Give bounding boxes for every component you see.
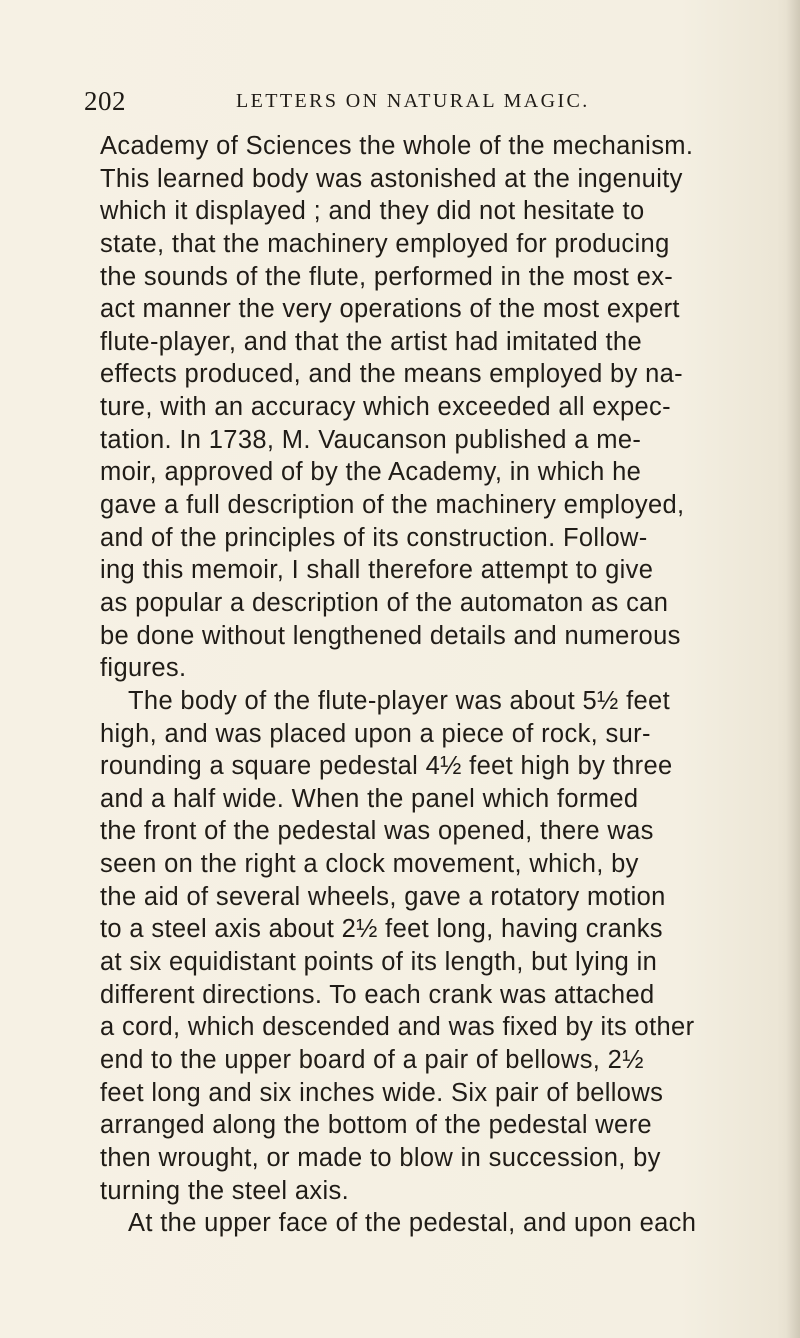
text-line: and a half wide. When the panel which formed [100,784,639,813]
text-line: the sounds of the flute, performed in the most ex- [100,262,674,291]
text-line: gave a full description of the machinery employed, [100,491,685,520]
text-line: moir, approved of by the Academy, in which he [100,458,642,487]
text-line: tation. In 1738, M. Vaucanson published a me- [100,425,642,454]
text-line: seen on the right a clock movement, which, by [100,850,639,879]
text-line: end to the upper board of a pair of bellows, 2½ [100,1045,644,1074]
text-line: flute-player, and that the artist had imitated the [100,327,642,356]
text-line: to a steel axis about 2½ feet long, having cranks [100,915,663,944]
text-line: turning the steel axis. [100,1176,350,1205]
page-number: 202 [84,86,126,116]
text-line: and of the principles of its construction. Follow- [100,523,648,552]
text-line: ing this memoir, I shall therefore attempt to give [100,556,654,585]
text-line: At the upper face of the pedestal, and upon each [128,1209,697,1238]
text-line: a cord, which descended and was fixed by its other [100,1013,695,1042]
text-line: figures. [100,654,187,683]
text-line: ture, with an accuracy which exceeded all expec- [100,393,672,422]
text-line: arranged along the bottom of the pedestal were [100,1111,652,1140]
text-line: be done without lengthened details and numerous [100,621,681,650]
text-line: as popular a description of the automaton as can [100,588,669,617]
text-line: act manner the very operations of the most expert [100,295,680,324]
text-line: at six equidistant points of its length, but lying in [100,948,658,977]
text-line: the front of the pedestal was opened, there was [100,817,654,846]
text-line: This learned body was astonished at the ingenuity [100,164,683,193]
text-line: rounding a square pedestal 4½ feet high by three [100,752,673,781]
text-line: then wrought, or made to blow in succession, by [100,1143,661,1172]
text-line: Academy of Sciences the whole of the mechanism. [100,132,694,160]
text-line: The body of the flute-player was about 5½ feet [128,686,671,715]
body-text [100,130,740,1240]
text-line: which it displayed ; and they did not hesitate to [100,197,645,226]
text-line: feet long and six inches wide. Six pair of bellows [100,1078,664,1107]
text-line: high, and was placed upon a piece of rock, sur- [100,719,651,748]
text-line: the aid of several wheels, gave a rotatory motion [100,882,666,911]
text-line: different directions. To each crank was attached [100,980,655,1009]
page-header [84,86,724,116]
text-line: state, that the machinery employed for producing [100,229,670,258]
text-line: effects produced, and the means employed by na- [100,360,684,389]
running-head: LETTERS ON NATURAL MAGIC. [236,90,590,112]
page-edge-shadow [786,0,800,1338]
